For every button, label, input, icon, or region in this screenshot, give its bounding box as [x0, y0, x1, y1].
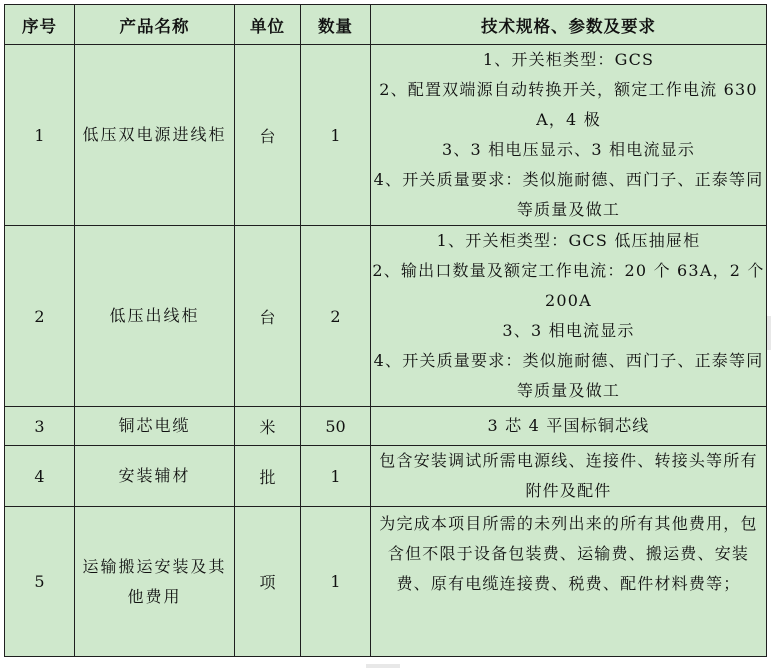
row-requirements: [371, 507, 767, 657]
row-product-name: 运输搬运安装及其他费用: [75, 507, 235, 657]
row-requirements: [371, 446, 767, 507]
row-seq: 5: [5, 507, 75, 657]
header-requirements: 技术规格、参数及要求: [371, 5, 767, 45]
requirement-line: 3、3 相电压显示、3 相电流显示: [441, 140, 696, 159]
row-unit: 项: [235, 507, 301, 657]
row-qty: 1: [301, 507, 371, 657]
requirement-line: 1、开关柜类型：GCS: [482, 50, 655, 69]
row-qty: 2: [301, 226, 371, 407]
requirement-line: 包含安装调试所需电源线、连接件、转接头等所有附件及配件: [379, 451, 758, 500]
window-bottom-handle: [366, 664, 400, 668]
header-seq: 序号: [5, 5, 75, 45]
row-seq: 2: [5, 226, 75, 407]
row-unit: 台: [235, 226, 301, 407]
header-qty: 数量: [301, 5, 371, 45]
requirement-line: 2、配置双端源自动转换开关，额定工作电流 630A，4 极: [379, 80, 758, 129]
row-product-name: 安装辅材: [75, 446, 235, 507]
table-row: [5, 45, 767, 226]
requirement-line: 4、开关质量要求：类似施耐德、西门子、正泰等同等质量及做工: [373, 170, 764, 219]
row-product-name: 低压出线柜: [75, 226, 235, 407]
row-unit: 米: [235, 407, 301, 446]
requirement-line: 为完成本项目所需的未列出来的所有其他费用，包含但不限于设备包装费、运输费、搬运费、安装费、原有电缆连接费、税费、配件材料费等；: [379, 514, 758, 593]
table-row: [5, 446, 767, 507]
row-product-name: 铜芯电缆: [75, 407, 235, 446]
requirement-line: 3 芯 4 平国标铜芯线: [487, 416, 650, 435]
row-qty: 1: [301, 446, 371, 507]
requirement-line: 1、开关柜类型：GCS 低压抽屉柜: [436, 231, 701, 250]
requirement-line: 3、3 相电流显示: [502, 321, 635, 340]
procurement-spec-table: [4, 4, 767, 657]
row-seq: 1: [5, 45, 75, 226]
row-seq: 4: [5, 446, 75, 507]
table-row: [5, 226, 767, 407]
row-qty: 50: [301, 407, 371, 446]
row-unit: 批: [235, 446, 301, 507]
row-product-name: 低压双电源进线柜: [75, 45, 235, 226]
row-seq: 3: [5, 407, 75, 446]
table-row: [5, 507, 767, 657]
row-qty: 1: [301, 45, 371, 226]
requirement-line: 4、开关质量要求：类似施耐德、西门子、正泰等同等质量及做工: [373, 351, 764, 400]
requirement-line: 2、输出口数量及额定工作电流：20 个 63A，2 个 200A: [372, 261, 765, 310]
row-unit: 台: [235, 45, 301, 226]
table-row: [5, 407, 767, 446]
row-requirements: [371, 45, 767, 226]
row-requirements: [371, 226, 767, 407]
row-requirements: [371, 407, 767, 446]
header-row: [5, 5, 767, 45]
window-edge-handle: [767, 316, 771, 350]
header-unit: 单位: [235, 5, 301, 45]
header-name: 产品名称: [75, 5, 235, 45]
